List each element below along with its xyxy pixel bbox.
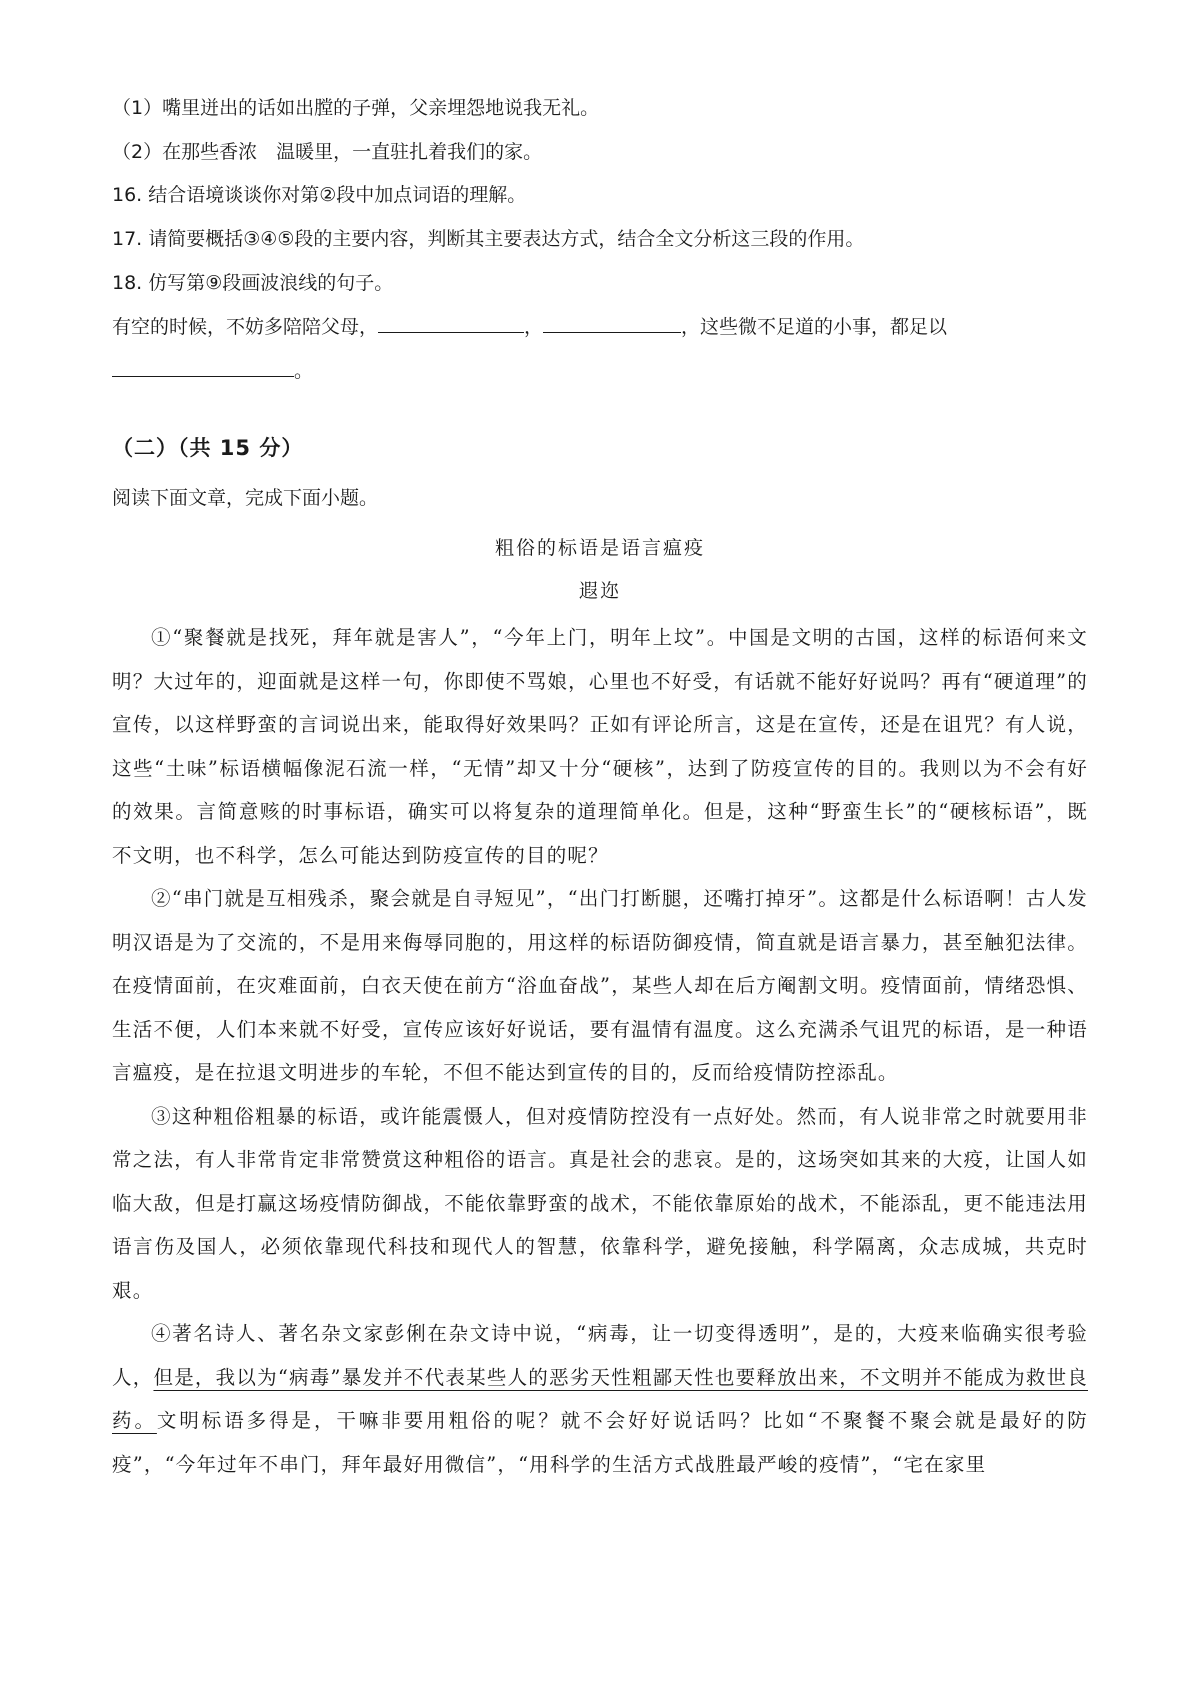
- article-body: [112, 616, 1088, 1486]
- fill-prefix: 有空的时候，不妨多陪陪父母，: [112, 316, 379, 338]
- answer-blank-3[interactable]: [112, 358, 294, 377]
- question-18: 18. 仿写第⑨段画波浪线的句子。: [112, 272, 394, 294]
- sub-question-1: （1）嘴里迸出的话如出膛的子弹，父亲埋怨地说我无礼。: [112, 97, 600, 119]
- fill-comma: ，: [524, 316, 544, 338]
- fill-in-line: [112, 314, 947, 339]
- fill-in-line-2: [112, 358, 313, 383]
- sub-question-2: （2）在那些香浓 温暖里，一直驻扎着我们的家。: [112, 141, 543, 163]
- answer-blank-1[interactable]: [378, 314, 524, 333]
- underlined-sentence: 但是，我以为“病毒”暴发并不代表某些人的恶劣天性粗鄙天性也要释放出来，不文明并不能成为救世良药。: [112, 1365, 1088, 1432]
- paragraph-4-start: ④著名诗人、著名杂文家彭俐在杂文诗中说，“病毒，让一切变得透明”，是的，大疫来临确实很考验人，: [112, 1322, 1088, 1389]
- section-heading: （二）（共 15 分）: [112, 436, 304, 460]
- fill-middle: ，这些微不足道的小事，都足以: [681, 316, 948, 338]
- paragraph-3: ③这种粗俗粗暴的标语，或许能震慑人，但对疫情防控没有一点好处。然而，有人说非常之时就要用非常之法，有人非常肯定非常赞赏这种粗俗的语言。真是社会的悲哀。是的，这场突如其来的大疫，让国人如临大敌，但是打赢这场疫情防御战，不能依靠野蛮的战术，不能依靠原始的战术，不能添乱，更不能违法用语言伤及国人，必须依靠现代科技和现代人的智慧，依靠科学，避免接触，科学隔离，众志成城，共克时艰。: [112, 1104, 1088, 1302]
- paragraph-1: ①“聚餐就是找死，拜年就是害人”，“今年上门，明年上坟”。中国是文明的古国，这样的标语何来文明？大过年的，迎面就是这样一句，你即使不骂娘，心里也不好受，有话就不能好好说吗？再有“硬道理”的宣传，以这样野蛮的言词说出来，能取得好效果吗？正如有评论所言，这是在宣传，还是在诅咒？有人说，这些“土味”标语横幅像泥石流一样，“无情”却又十分“硬核”，达到了防疫宣传的目的。我则以为不会有好的效果。言简意赅的时事标语，确实可以将复杂的道理简单化。但是，这种“野蛮生长”的“硬核标语”，既不文明，也不科学，怎么可能达到防疫宣传的目的呢？: [112, 626, 1088, 867]
- paragraph-2: ②“串门就是互相残杀，聚会就是自寻短见”，“出门打断腿，还嘴打掉牙”。这都是什么标语啊！古人发明汉语是为了交流的，不是用来侮辱同胞的，用这样的标语防御疫情，简直就是语言暴力，甚至触犯法律。在疫情面前，在灾难面前，白衣天使在前方“浴血奋战”，某些人却在后方阉割文明。疫情面前，情绪恐惧、生活不便，人们本来就不好受，宣传应该好好说话，要有温情有温度。这么充满杀气诅咒的标语，是一种语言瘟疫，是在拉退文明进步的车轮，不但不能达到宣传的目的，反而给疫情防控添乱。: [112, 887, 1088, 1084]
- section-intro: 阅读下面文章，完成下面小题。: [112, 487, 379, 509]
- question-17: 17. 请简要概括③④⑤段的主要内容，判断其主要表达方式，结合全文分析这三段的作用。: [112, 228, 865, 250]
- answer-blank-2[interactable]: [543, 314, 681, 333]
- fill-end: 。: [294, 360, 314, 382]
- question-16: 16. 结合语境谈谈你对第②段中加点词语的理解。: [112, 184, 527, 206]
- article-author: 遐迩: [578, 580, 621, 602]
- paragraph-4: [112, 1312, 1088, 1486]
- article-title: 粗俗的标语是语言瘟疫: [494, 537, 705, 559]
- paragraph-4-end: 文明标语多得是，干嘛非要用粗俗的呢？就不会好好说话吗？比如“不聚餐不聚会就是最好的防疫”，“今年过年不串门，拜年最好用微信”，“用科学的生活方式战胜最严峻的疫情”，“宅在家里: [112, 1409, 1089, 1476]
